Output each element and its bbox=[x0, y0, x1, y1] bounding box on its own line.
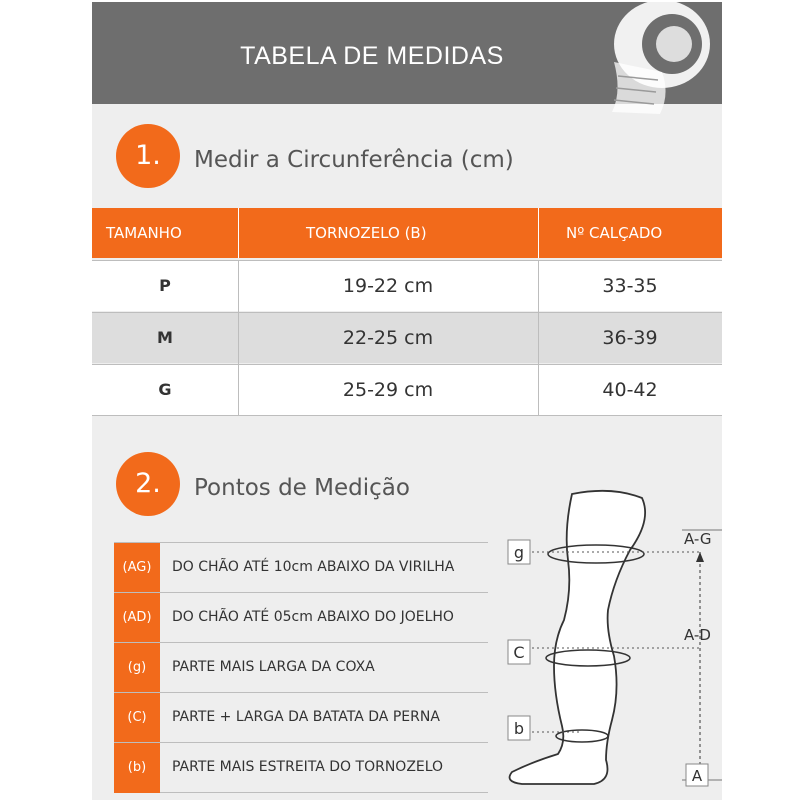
point-description: PARTE + LARGA DA BATATA DA PERNA bbox=[172, 709, 440, 725]
cell-shoe: 40-42 bbox=[602, 379, 658, 401]
cell-shoe: 33-35 bbox=[602, 275, 658, 297]
table-row bbox=[92, 312, 722, 363]
label-g: g bbox=[513, 543, 525, 562]
column-divider bbox=[538, 208, 539, 258]
leg-measurement-diagram bbox=[502, 480, 722, 800]
list-item bbox=[114, 542, 488, 592]
cell-size: G bbox=[158, 380, 172, 399]
size-chart-page bbox=[92, 2, 722, 800]
cell-ankle: 19-22 cm bbox=[342, 275, 434, 297]
section1-title: Medir a Circunferência (cm) bbox=[194, 147, 514, 173]
label-ag: A-G bbox=[684, 530, 712, 548]
list-item bbox=[114, 592, 488, 642]
table-row bbox=[92, 260, 722, 311]
point-code: (b) bbox=[114, 743, 160, 793]
section2-number-badge: 2. bbox=[116, 452, 180, 516]
list-item bbox=[114, 692, 488, 742]
measuring-tape-icon bbox=[552, 2, 712, 152]
point-code: (AG) bbox=[114, 543, 160, 593]
point-description: DO CHÃO ATÉ 10cm ABAIXO DA VIRILHA bbox=[172, 559, 455, 575]
size-table-header bbox=[92, 208, 722, 258]
cell-ankle: 22-25 cm bbox=[342, 327, 434, 349]
header-ankle: TORNOZELO (B) bbox=[306, 224, 427, 242]
header-shoe: Nº CALÇADO bbox=[566, 224, 663, 242]
point-code: (g) bbox=[114, 643, 160, 693]
cell-size: M bbox=[157, 328, 173, 347]
label-b: b bbox=[513, 719, 525, 738]
point-description: DO CHÃO ATÉ 05cm ABAIXO DO JOELHO bbox=[172, 609, 454, 625]
point-code: (C) bbox=[114, 693, 160, 743]
point-description: PARTE MAIS ESTREITA DO TORNOZELO bbox=[172, 759, 444, 775]
column-divider bbox=[238, 260, 239, 415]
list-item bbox=[114, 742, 488, 793]
section2-title: Pontos de Medição bbox=[194, 475, 410, 501]
column-divider bbox=[538, 260, 539, 415]
list-item bbox=[114, 642, 488, 692]
cell-size: P bbox=[159, 276, 171, 295]
header-size: TAMANHO bbox=[106, 224, 182, 242]
cell-ankle: 25-29 cm bbox=[342, 379, 434, 401]
point-description: PARTE MAIS LARGA DA COXA bbox=[172, 659, 375, 675]
page-title: TABELA DE MEDIDAS bbox=[240, 42, 504, 70]
point-code: (AD) bbox=[114, 593, 160, 643]
label-c: C bbox=[513, 643, 525, 662]
table-row bbox=[92, 364, 722, 416]
section1-number-badge: 1. bbox=[116, 124, 180, 188]
label-ad: A-D bbox=[684, 626, 711, 644]
cell-shoe: 36-39 bbox=[602, 327, 658, 349]
label-a: A bbox=[691, 767, 703, 785]
column-divider bbox=[238, 208, 239, 258]
